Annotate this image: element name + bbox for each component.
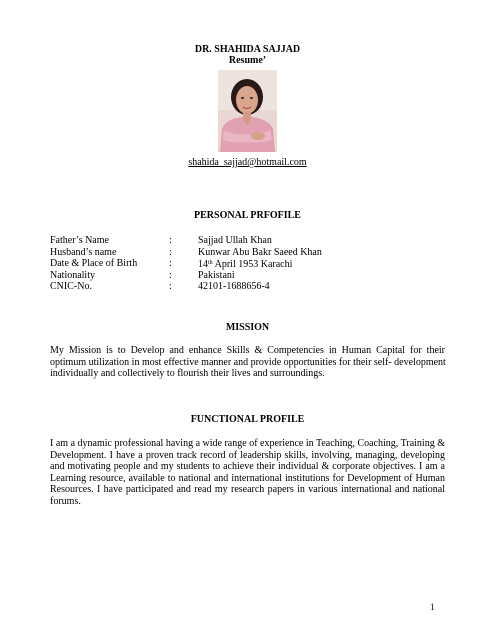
resume-name: DR. SHAHIDA SAJJAD [194, 44, 301, 55]
mission-line: individually and collectively to flourish their lives and surroundings. [50, 368, 325, 380]
info-colon: : [169, 246, 172, 258]
info-value: Sajjad Ullah Khan [198, 235, 272, 246]
profile-photo [218, 70, 277, 152]
mission-paragraph [50, 345, 445, 380]
info-colon: : [169, 235, 172, 246]
info-value: 42101-1688656-4 [198, 281, 270, 293]
info-label: Date & Place of Birth [50, 258, 138, 270]
birth-rest: April 1953 Karachi [212, 259, 293, 271]
birth-day: 14 [198, 259, 208, 271]
functional-profile-paragraph [50, 438, 445, 508]
info-label: CNIC-No. [50, 281, 92, 293]
info-label: Father’s Name [50, 235, 109, 246]
personal-profile-heading: PERSONAL PRFOFILE [194, 210, 301, 221]
functional-line: Development. I have a proven track record of leadership skills, involving, managing, developing [50, 449, 445, 461]
info-colon: : [169, 281, 172, 293]
info-label: Nationality [50, 269, 95, 281]
info-value: Kunwar Abu Bakr Saeed Khan [198, 246, 322, 258]
info-colon: : [169, 269, 172, 281]
functional-line: Resources. I have participated and read my research papers in various international and national [50, 484, 445, 496]
resume-subtitle: Resume’ [228, 55, 267, 66]
info-value: Pakistani [198, 269, 235, 281]
functional-profile-heading: FUNCTIONAL PROFILE [190, 414, 305, 425]
functional-line: forums. [50, 495, 81, 507]
mission-line: optimum utilization in most effective manner and provide opportunities for their self- development [50, 356, 446, 368]
info-label: Husband’s name [50, 246, 117, 258]
mission-heading: MISSION [225, 322, 270, 333]
functional-line: Learning resource, available to national and international institutions for Development of Human [50, 472, 445, 484]
page-number: 1 [430, 602, 435, 612]
birth-day-suffix: th [208, 260, 213, 267]
info-colon: : [169, 258, 172, 270]
functional-line: and motivating people and my students to achieve their individual & corporate objectives. I am a [50, 461, 445, 473]
mission-line: My Mission is to Develop and enhance Skills & Competencies in Human Capital for their [50, 345, 445, 356]
email-link[interactable]: shahida_sajjad@hotmail.com [188, 157, 307, 168]
functional-line: I am a dynamic professional having a wide range of experience in Teaching, Coaching, Training & [50, 438, 445, 449]
